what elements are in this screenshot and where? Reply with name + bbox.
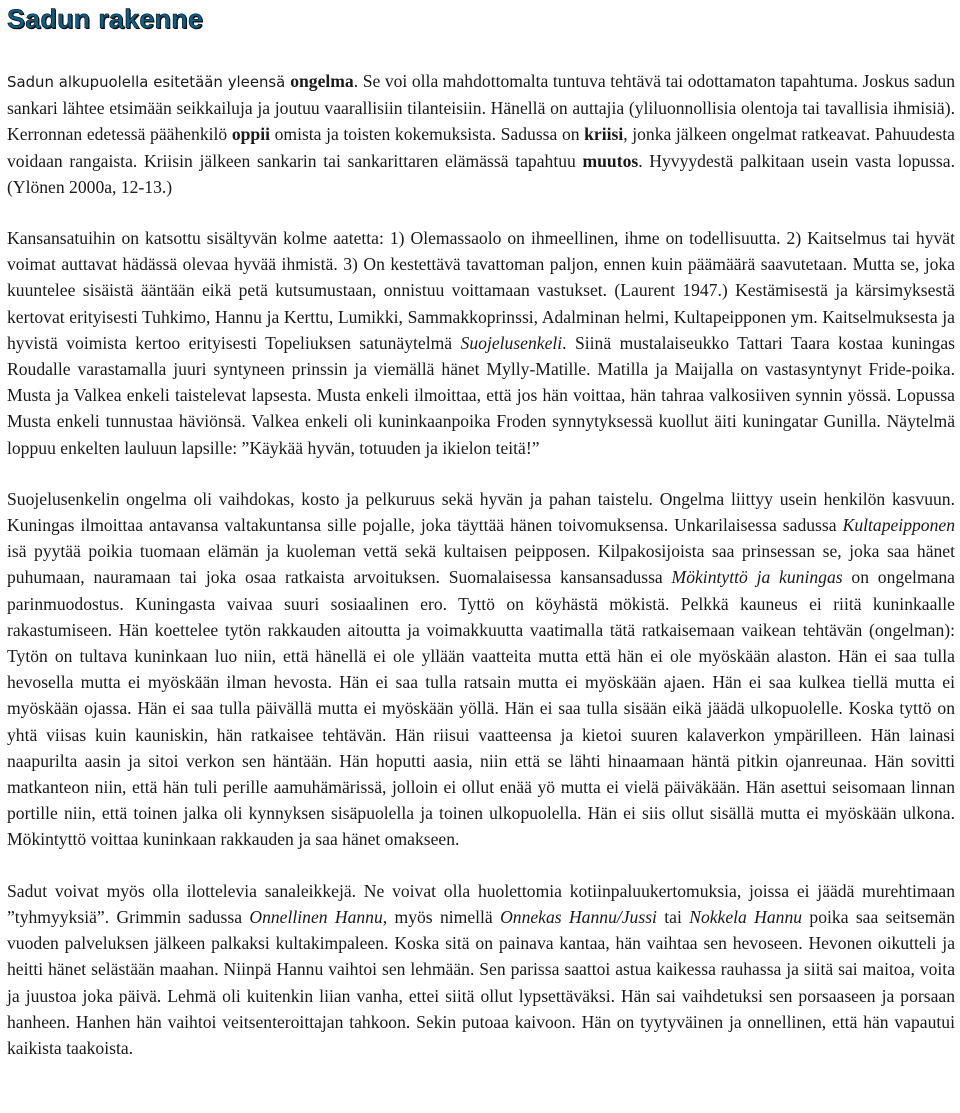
work-title: Onnellinen Hannu bbox=[249, 906, 383, 927]
work-title: Mökintyttö ja kuningas bbox=[671, 567, 843, 588]
work-title: Onnekas Hannu/Jussi bbox=[500, 906, 657, 927]
work-title: Suojelusenkeli bbox=[460, 332, 563, 353]
text-segment: Sadut voivat myös olla ilottelevia sanaleikkejä. Ne voivat olla huolettomia kotiinpaluukertomuksia, joissa ei jäädä murehtimaan ”tyhmyyksiä”. Grimmin sadussa bbox=[7, 880, 955, 927]
keyword-crisis: kriisi bbox=[584, 124, 624, 145]
keyword-problem: ongelma bbox=[290, 71, 354, 91]
text-segment: isä pyytää poikia tuomaan elämän ja kuoleman vettä sekä kultaisen peipposen. Kilpakosijoista saa prinsessan se, joka saa hänet puhumaan, nauramaan tai joka osaa ratkaista arvoituksen. Suomalaisessa kansansadussa bbox=[7, 541, 955, 588]
text-segment: tai bbox=[656, 906, 690, 927]
text-segment: . Hyvyydestä palkitaan usein vasta lopussa. (Ylönen 2000a, 12-13.) bbox=[7, 150, 955, 197]
text-segment: , myös nimellä bbox=[382, 906, 501, 927]
text-segment: Sadun alkupuolella esitetään yleensä bbox=[7, 73, 291, 91]
paragraph-wordplay bbox=[7, 878, 955, 1061]
keyword-learns: oppii bbox=[231, 124, 270, 145]
text-segment: Suojelusenkelin ongelma oli vaihdokas, kosto ja pelkuruus sekä hyvän ja pahan taistelu. Ongelma liittyy usein henkilön kasvuun. Kuningas ilmoittaa antavansa valtakuntansa sille pojalle, joka täyttää hänen toivomuksensa. Unkarilaisessa sadussa bbox=[7, 488, 955, 536]
keyword-change: muutos bbox=[582, 150, 639, 171]
text-segment: . Siinä mustalaiseukko Tattari Taara kostaa kuningas Roudalle varastamalla juuri syntyneen prinssin ja viemällä hänet Mylly-Matille. Matilla ja Maijalla on vastasyntynyt Fride-poika. Musta ja Valkea enkeli taistelevat lapsesta. Musta enkeli ilmoittaa, että jos hän voittaa, hän tahraa valkosiiven synnin yössä. Lopussa Musta enkeli tunnustaa häviönsä. Valkea enkeli oli kuninkaanpoika Froden synnytyksessä kuollut äiti kuningatar Gunilla. Näytelmä loppuu enkelten lauluun lapsille: ”Käykää hyvän, totuuden ja ikielon teitä!” bbox=[7, 332, 956, 458]
text-segment: poika saa seitsemän vuoden palveluksen jälkeen palkaksi kultakimpaleen. Koska sitä on painava kantaa, hän vaihtaa sen hevoseen. Hevonen oikutteli ja heitti hänet selästään maahan. Niinpä Hannu vaihtoi sen lehmään. Sen parissa saattoi astua kaikessa rauhassa ja siitä sai maitoa, voita ja juustoa joka päivä. Lehmä oli kuitenkin liian vanha, ettei siitä ollut lypsettäväksi. Hän sai vaihdetuksi sen porsaaseen ja porsaan hanheen. Hanhen hän vaihtoi veitsenteroittajan tahkoon. Sekin putoaa kaivoon. Hän on tyytyväinen ja onnellinen, että hän vapautui kaikista taakoista. bbox=[7, 906, 956, 1058]
text-segment: , jonka jälkeen ongelmat ratkeavat. Pahuudesta voidaan rangaista. Kriisin jälkeen sankarin tai sankarittaren elämässä tapahtuu bbox=[7, 124, 955, 171]
paragraph-three-ideas bbox=[7, 225, 955, 461]
paragraph-guardian-angel bbox=[7, 486, 955, 853]
text-segment: Kansansatuihin on katsottu sisältyvän kolme aatetta: 1) Olemassaolo on ihmeellinen, ihme on todellisuutta. 2) Kaitselmus tai hyvät voimat auttavat hädässä olevaa hyvää ihmistä. 3) On kestettävä tavattoman paljon, ennen kuin päämäärä saavutetaan. Mutta se, joka kuuntelee sisäistä ääntään eikä petä kutsumustaan, onnistuu voittamaan vastukset. (Laurent 1947.) Kestämisestä ja kärsimyksestä kertovat erityisesti Tuhkimo, Hannu ja Kerttu, Lumikki, Sammakkoprinssi, Adalminan helmi, Kultapeipponen ym. Kaitselmuksesta ja hyvistä voimista kertoo erityisesti Topeliuksen satunäytelmä bbox=[7, 228, 955, 353]
text-segment: omista ja toisten kokemuksista. Sadussa on bbox=[269, 124, 585, 145]
page-title: Sadun rakenne bbox=[7, 4, 204, 34]
text-segment: on ongelmana parinmuodostus. Kuningasta vaivaa suuri sosiaalinen ero. Tyttö on köyhästä mökistä. Pelkkä kauneus ei riitä kuninkaalle rakastumiseen. Hän koettelee tytön rakkauden aitoutta ja voimakkuutta vaatimalla tätä ratkaisemaan vaikean tehtävän (ongelman): Tytön on tultava kuninkaan luo niin, että hänellä ei ole yllään vaatteita mutta että hän ei ole myöskään alaston. Hän ei saa tulla hevosella mutta ei myöskään ilman hevosta. Hän ei saa tulla ratsain mutta ei myöskään ajaen. Hän ei saa kulkea tiellä mutta ei myöskään ojassa. Hän ei saa tulla päivällä mutta ei myöskään yöllä. Hän ei saa tulla sisään eikä jäädä ulkopuolelle. Koska tyttö on yhtä viisas kuin kauniskin, hän ratkaisee tehtävän. Hän riisui vaatteensa ja kietoi suuren kalaverkon ympärilleen. Hän lainasi naapurilta aasin ja sitoi verkon sen häntään. Hän hoputti aasia, niin että se lähti hinaamaan häntä pitkin ojanreunaa. Hän sovitti matkanteon niin, että hän tuli perille aamuhämärissä, jolloin ei ollut enää yö mutta ei vielä päiväkään. Hän asettui seisomaan linnan portille niin, että toinen jalka oli kynnyksen sisäpuolella ja toinen ulkopuolella. Hän ei siis ollut sisällä mutta ei myöskään ulkona. Mökintyttö voittaa kuninkaan rakkauden ja saa hänet omakseen. bbox=[7, 567, 955, 850]
text-segment: . Se voi olla mahdottomalta tuntuva tehtävä tai odottamaton tapahtuma. Joskus sadun sankari lähtee etsimään seikkailuja ja joutuu vaarallisiin tilanteisiin. Hänellä on auttajia (yliluonnollisia olentoja tai tavallisia ihmisiä). Kerronnan edetessä päähenkilö bbox=[7, 71, 955, 145]
work-title: Nokkela Hannu bbox=[689, 906, 803, 927]
body-text bbox=[7, 68, 955, 1061]
work-title: Kultapeipponen bbox=[842, 515, 955, 536]
paragraph-problem bbox=[7, 68, 955, 200]
